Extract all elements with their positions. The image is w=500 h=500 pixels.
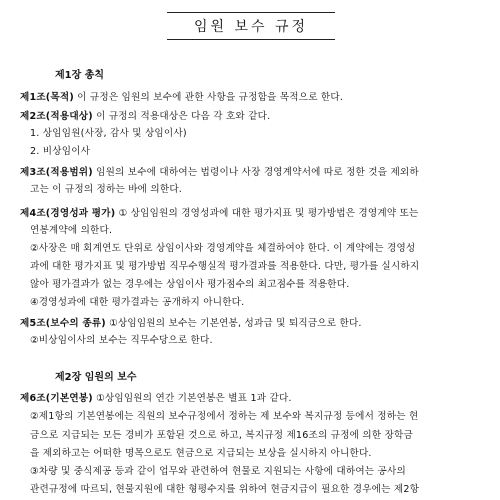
article-6-heading: 제6조(기본연봉) <box>20 393 93 404</box>
article-5-line-2: ②비상임이사의 보수는 직무수당으로 한다. <box>30 335 213 346</box>
chapter-2-heading: 제2장 임원의 보수 <box>55 372 137 383</box>
article-3-heading: 제3조(적용범위) <box>20 167 93 178</box>
article-5-line-1: ①상임임원의 보수는 기본연봉, 성과급 및 퇴직금으로 한다. <box>105 318 362 329</box>
article-2-text: 이 규정의 적용대상은 다음 각 호와 같다. <box>92 111 271 122</box>
article-4 <box>20 208 482 220</box>
chapter-1-heading: 제1장 총칙 <box>55 70 105 81</box>
article-5 <box>20 318 482 330</box>
document-title: 임원 보수 규정 <box>167 12 335 40</box>
article-4-heading: 제4조(경영성과 평가) <box>20 208 116 219</box>
article-2 <box>20 111 482 123</box>
article-4-line-5: 않아 평가결과가 없는 경우에는 상임이사 평가점수의 최고점수를 적용한다. <box>30 279 350 290</box>
article-6-line-5: ③차량 및 중식제공 등과 같이 업무와 관련하여 현물로 지원되는 사항에 대하여는 공사의 <box>30 466 406 477</box>
article-2-item-1: 1. 상임임원(사장, 감사 및 상임이사) <box>30 128 187 139</box>
article-3-line-2: 고는 이 규정의 정하는 바에 의한다. <box>30 184 183 195</box>
article-4-line-1: ① 상임임원의 경영성과에 대한 평가지표 및 평가방법은 경영계약 또는 <box>115 208 419 219</box>
article-2-item-2: 2. 비상임이사 <box>30 146 91 157</box>
article-6-line-2: ②제1항의 기본연봉에는 직원의 보수규정에서 정하는 제 보수와 복지규정 등에서 정하는 현 <box>30 411 419 422</box>
article-6-line-4: 을 제외하고는 어떠한 명목으로도 현금으로 지급되는 보상을 실시하지 아니한다. <box>30 448 372 459</box>
article-5-heading: 제5조(보수의 종류) <box>20 318 106 329</box>
article-4-line-6: ④경영성과에 대한 평가결과는 공개하지 아니한다. <box>30 297 245 308</box>
article-6 <box>20 393 482 405</box>
article-4-line-3: ②사장은 매 회계연도 단위로 상임이사와 경영계약을 체결하여야 한다. 이 계약에는 경영성 <box>30 243 416 254</box>
article-2-heading: 제2조(적용대상) <box>20 111 93 122</box>
article-1-text: 이 규정은 임원의 보수에 관한 사항을 규정함을 목적으로 한다. <box>73 92 344 103</box>
article-4-line-2: 연봉계약에 의한다. <box>30 225 113 236</box>
article-3 <box>20 167 482 179</box>
article-1 <box>20 92 482 104</box>
article-4-line-4: 과에 대한 평가지표 및 평가방법 직무수행실적 평가결과를 적용한다. 다만, 평가를 실시하지 <box>30 261 420 272</box>
article-6-line-1: ①상임임원의 연간 기본연봉은 별표 1과 같다. <box>92 393 292 404</box>
article-1-heading: 제1조(목적) <box>20 92 74 103</box>
article-6-line-3: 금으로 지급되는 모든 경비가 포함된 것으로 하고, 복지규정 제16조의 규정에 의한 장학금 <box>30 430 413 441</box>
article-6-line-6: 관련규정에 따르되, 현물지원에 대한 형평수지를 위하여 현금지급이 필요한 경우에는 제2항 <box>30 484 420 495</box>
article-3-line-1: 임원의 보수에 대하여는 법령이나 사장 경영계약서에 따로 정한 것을 제외하 <box>92 167 419 178</box>
